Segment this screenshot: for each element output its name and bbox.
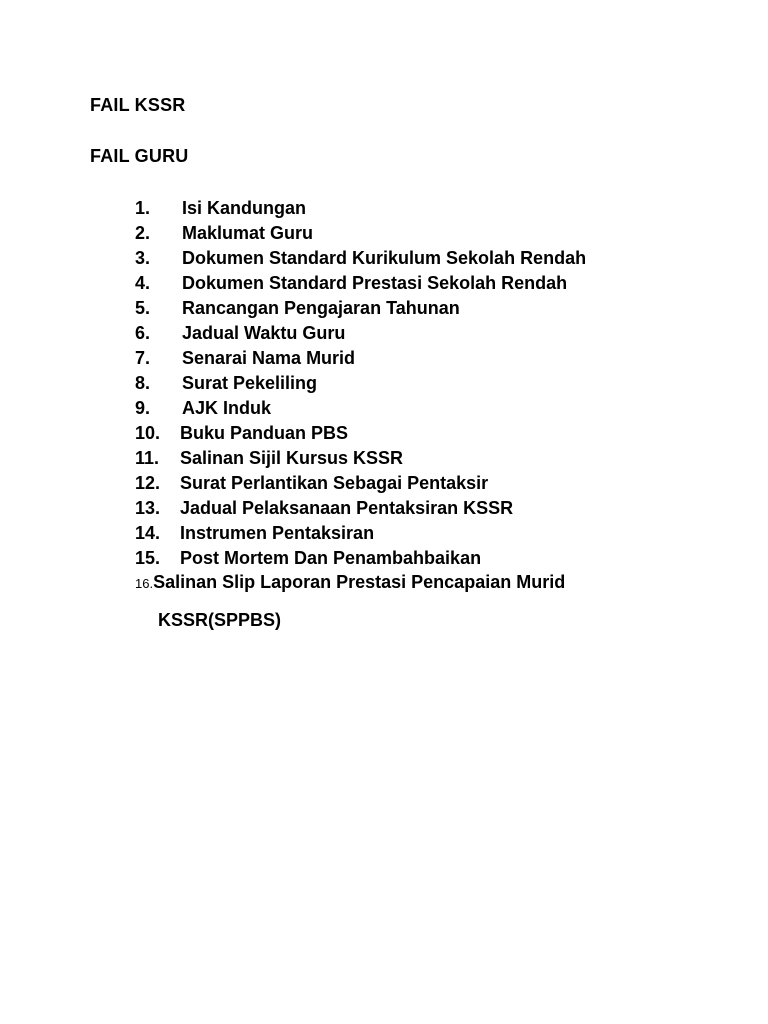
list-item-number: 5. (135, 298, 151, 318)
list-item-text: Dokumen Standard Prestasi Sekolah Rendah (182, 273, 568, 293)
list-item-text: Jadual Waktu Guru (182, 323, 346, 343)
list-item-text: Post Mortem Dan Penambahbaikan (180, 548, 482, 568)
document-title: FAIL KSSR (90, 95, 186, 115)
list-item (135, 322, 586, 347)
list-item-text: Isi Kandungan (182, 198, 307, 218)
list-item (135, 372, 586, 397)
list-item (135, 197, 586, 222)
list-item (135, 547, 586, 572)
list-item-text: AJK Induk (182, 398, 272, 418)
list-item (135, 472, 586, 497)
list-item-number: 2. (135, 223, 151, 243)
list-item (135, 497, 586, 522)
list-item (135, 397, 586, 422)
list-item-number: 9. (135, 398, 151, 418)
list-item (135, 347, 586, 372)
list-item (135, 272, 586, 297)
list-item-text: Buku Panduan PBS (180, 423, 349, 443)
file-contents-list (135, 197, 586, 572)
document-subtitle: FAIL GURU (90, 146, 189, 166)
list-item-number: 1. (135, 198, 151, 218)
list-item-last (135, 572, 565, 593)
list-item-text: Instrumen Pentaksiran (180, 523, 375, 543)
list-item-text: Dokumen Standard Kurikulum Sekolah Rendah (182, 248, 587, 268)
list-item-text: Maklumat Guru (182, 223, 314, 243)
list-item-number: 6. (135, 323, 151, 343)
list-item-text: Salinan Slip Laporan Prestasi Pencapaian Murid (153, 572, 566, 592)
list-item (135, 422, 586, 447)
list-item-number: 7. (135, 348, 151, 368)
list-item-number: 11. (135, 448, 160, 468)
list-item-number: 3. (135, 248, 151, 268)
list-item-text: Surat Pekeliling (182, 373, 318, 393)
list-item-text: Jadual Pelaksanaan Pentaksiran KSSR (180, 498, 514, 518)
list-item (135, 297, 586, 322)
list-item-text: Senarai Nama Murid (182, 348, 356, 368)
list-item-continuation: KSSR(SPPBS) (158, 610, 282, 630)
list-item-text: Salinan Sijil Kursus KSSR (180, 448, 404, 468)
list-item-number: 10. (135, 423, 161, 443)
list-item (135, 522, 586, 547)
list-item-number: 8. (135, 373, 151, 393)
list-item (135, 447, 586, 472)
list-item-number: 12. (135, 473, 161, 493)
list-item-number: 16. (135, 576, 154, 591)
list-item-number: 15. (135, 548, 161, 568)
list-item-text: Rancangan Pengajaran Tahunan (182, 298, 460, 318)
list-item (135, 247, 586, 272)
list-item-number: 13. (135, 498, 161, 518)
list-item-text: Surat Perlantikan Sebagai Pentaksir (180, 473, 489, 493)
list-item-number: 14. (135, 523, 161, 543)
list-item (135, 222, 586, 247)
list-item-number: 4. (135, 273, 151, 293)
